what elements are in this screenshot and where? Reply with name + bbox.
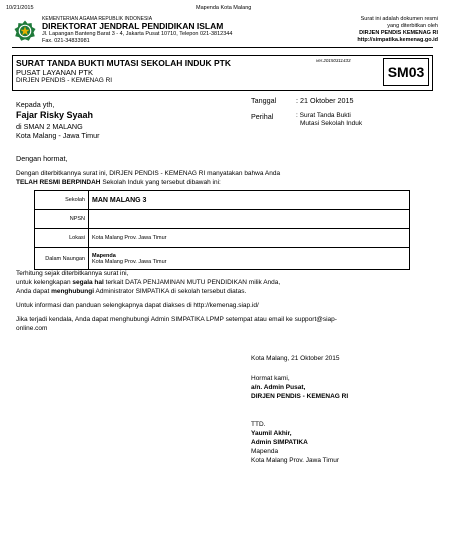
kop-note-line2: yang diterbitkan oleh	[387, 23, 438, 29]
statement-emphasis: TELAH RESMI BERPINDAH	[16, 179, 101, 186]
version-label: ver.20150311433	[316, 58, 351, 63]
support-line1: Jika terjadi kendala, Anda dapat menghubungi Admin SIMPATIKA LPMP setempat atau email ke support@siap-	[16, 316, 337, 323]
kop-note-line3: DIRJEN PENDIS KEMENAG RI	[359, 30, 438, 36]
table-value-lokasi: Kota Malang Prov. Jawa Timur	[89, 229, 410, 248]
table-label-lokasi: Lokasi	[35, 229, 89, 248]
signer-role: Admin SIMPATIKA	[251, 439, 308, 446]
para2-line3	[16, 288, 246, 295]
para2-line3-bold: menghubungi	[51, 288, 95, 295]
para2-line2-a: untuk kelengkapan	[16, 279, 73, 286]
tanggal-label: Tanggal	[251, 96, 277, 105]
signer-region: Kota Malang Prov. Jawa Timur	[251, 457, 340, 464]
perihal-value-line1: : Surat Tanda Bukti	[296, 112, 351, 119]
perihal-value-line2: Mutasi Sekolah Induk	[300, 120, 363, 127]
table-value-sekolah	[89, 191, 410, 210]
document-title: SURAT TANDA BUKTI MUTASI SEKOLAH INDUK PTK	[16, 58, 232, 68]
print-title: Mapenda Kota Malang	[196, 5, 252, 11]
document-code: SM03	[383, 58, 429, 86]
info-link-line: Untuk informasi dan panduan selengkapnya dapat diakses di http://kemenag.siap.id/	[16, 302, 259, 309]
title-line2: PUSAT LAYANAN PTK	[16, 68, 93, 77]
ministry-name: KEMENTERIAN AGAMA REPUBLIK INDONESIA	[42, 16, 153, 22]
hormat-kami: Hormat kami,	[251, 375, 290, 382]
recipient-school: di SMAN 2 MALANG	[16, 122, 83, 131]
kop-address: Jl. Lapangan Banteng Barat 3 - 4, Jakarta Pusat 10710, Telepon 021-3812344	[42, 31, 233, 37]
greeting: Dengan hormat,	[16, 154, 68, 163]
kop-note-line1: Surat ini adalah dokumen resmi	[360, 16, 438, 22]
table-row	[35, 191, 410, 210]
kop-fax: Fax. 021-34833981	[42, 38, 90, 44]
para2-line2-b: terkait DATA PENJAMINAN MUTU PENDIDIKAN milik Anda,	[103, 279, 281, 286]
directorate-name: DIREKTORAT JENDRAL PENDIDIKAN ISLAM	[42, 21, 224, 31]
para2-line3-b: Administrator SIMPATIKA di sekolah tersebut diatas.	[94, 288, 247, 295]
table-value-npsn	[89, 210, 410, 229]
tanggal-value: : 21 Oktober 2015	[296, 96, 354, 105]
table-label-naungan: Dalam Naungan	[35, 248, 89, 270]
ttd-label: TTD.	[251, 421, 266, 428]
kop-note-url: http://simpatika.kemenag.go.id	[357, 37, 438, 43]
recipient-city: Kota Malang - Jawa Timur	[16, 131, 100, 140]
para2-line2-bold: segala hal	[72, 279, 104, 286]
table-label-npsn: NPSN	[35, 210, 89, 229]
perihal-label: Perihal	[251, 112, 274, 121]
statement-rest: Sekolah Induk yang tersebut dibawah ini:	[100, 179, 221, 186]
table-row	[35, 210, 410, 229]
naungan-office: Mapenda	[92, 252, 116, 259]
statement-line2	[16, 179, 221, 186]
para2-line3-a: Anda dapat	[16, 288, 52, 295]
place-date: Kota Malang, 21 Oktober 2015	[251, 355, 340, 362]
support-line2: online.com	[16, 325, 48, 332]
kop-divider	[12, 47, 433, 48]
table-label-sekolah: Sekolah	[35, 191, 89, 210]
table-row	[35, 248, 410, 270]
sekolah-table	[34, 190, 410, 270]
kepada-label: Kepada yth,	[16, 100, 55, 109]
title-line3: DIRJEN PENDIS - KEMENAG RI	[16, 77, 113, 84]
para2-line2	[16, 279, 280, 286]
kemenag-logo-icon	[14, 20, 36, 42]
naungan-region: Kota Malang Prov. Jawa Timur	[92, 258, 167, 265]
print-date: 10/21/2015	[6, 5, 34, 11]
signer-office: Mapenda	[251, 448, 279, 455]
table-row	[35, 229, 410, 248]
signature-org: DIRJEN PENDIS - KEMENAG RI	[251, 393, 349, 400]
para2-line1: Terhitung sejak diterbitkannya surat ini,	[16, 270, 129, 277]
school-name: MAN MALANG 3	[92, 196, 147, 204]
statement-line1: Dengan diterbitkannya surat ini, DIRJEN PENDIS - KEMENAG RI manyatakan bahwa Anda	[16, 170, 281, 177]
on-behalf: a/n. Admin Pusat,	[251, 384, 306, 391]
recipient-name: Fajar Risky Syaah	[16, 110, 94, 120]
table-value-naungan	[89, 248, 410, 270]
signer-name: Yaumil Akhir,	[251, 430, 292, 437]
